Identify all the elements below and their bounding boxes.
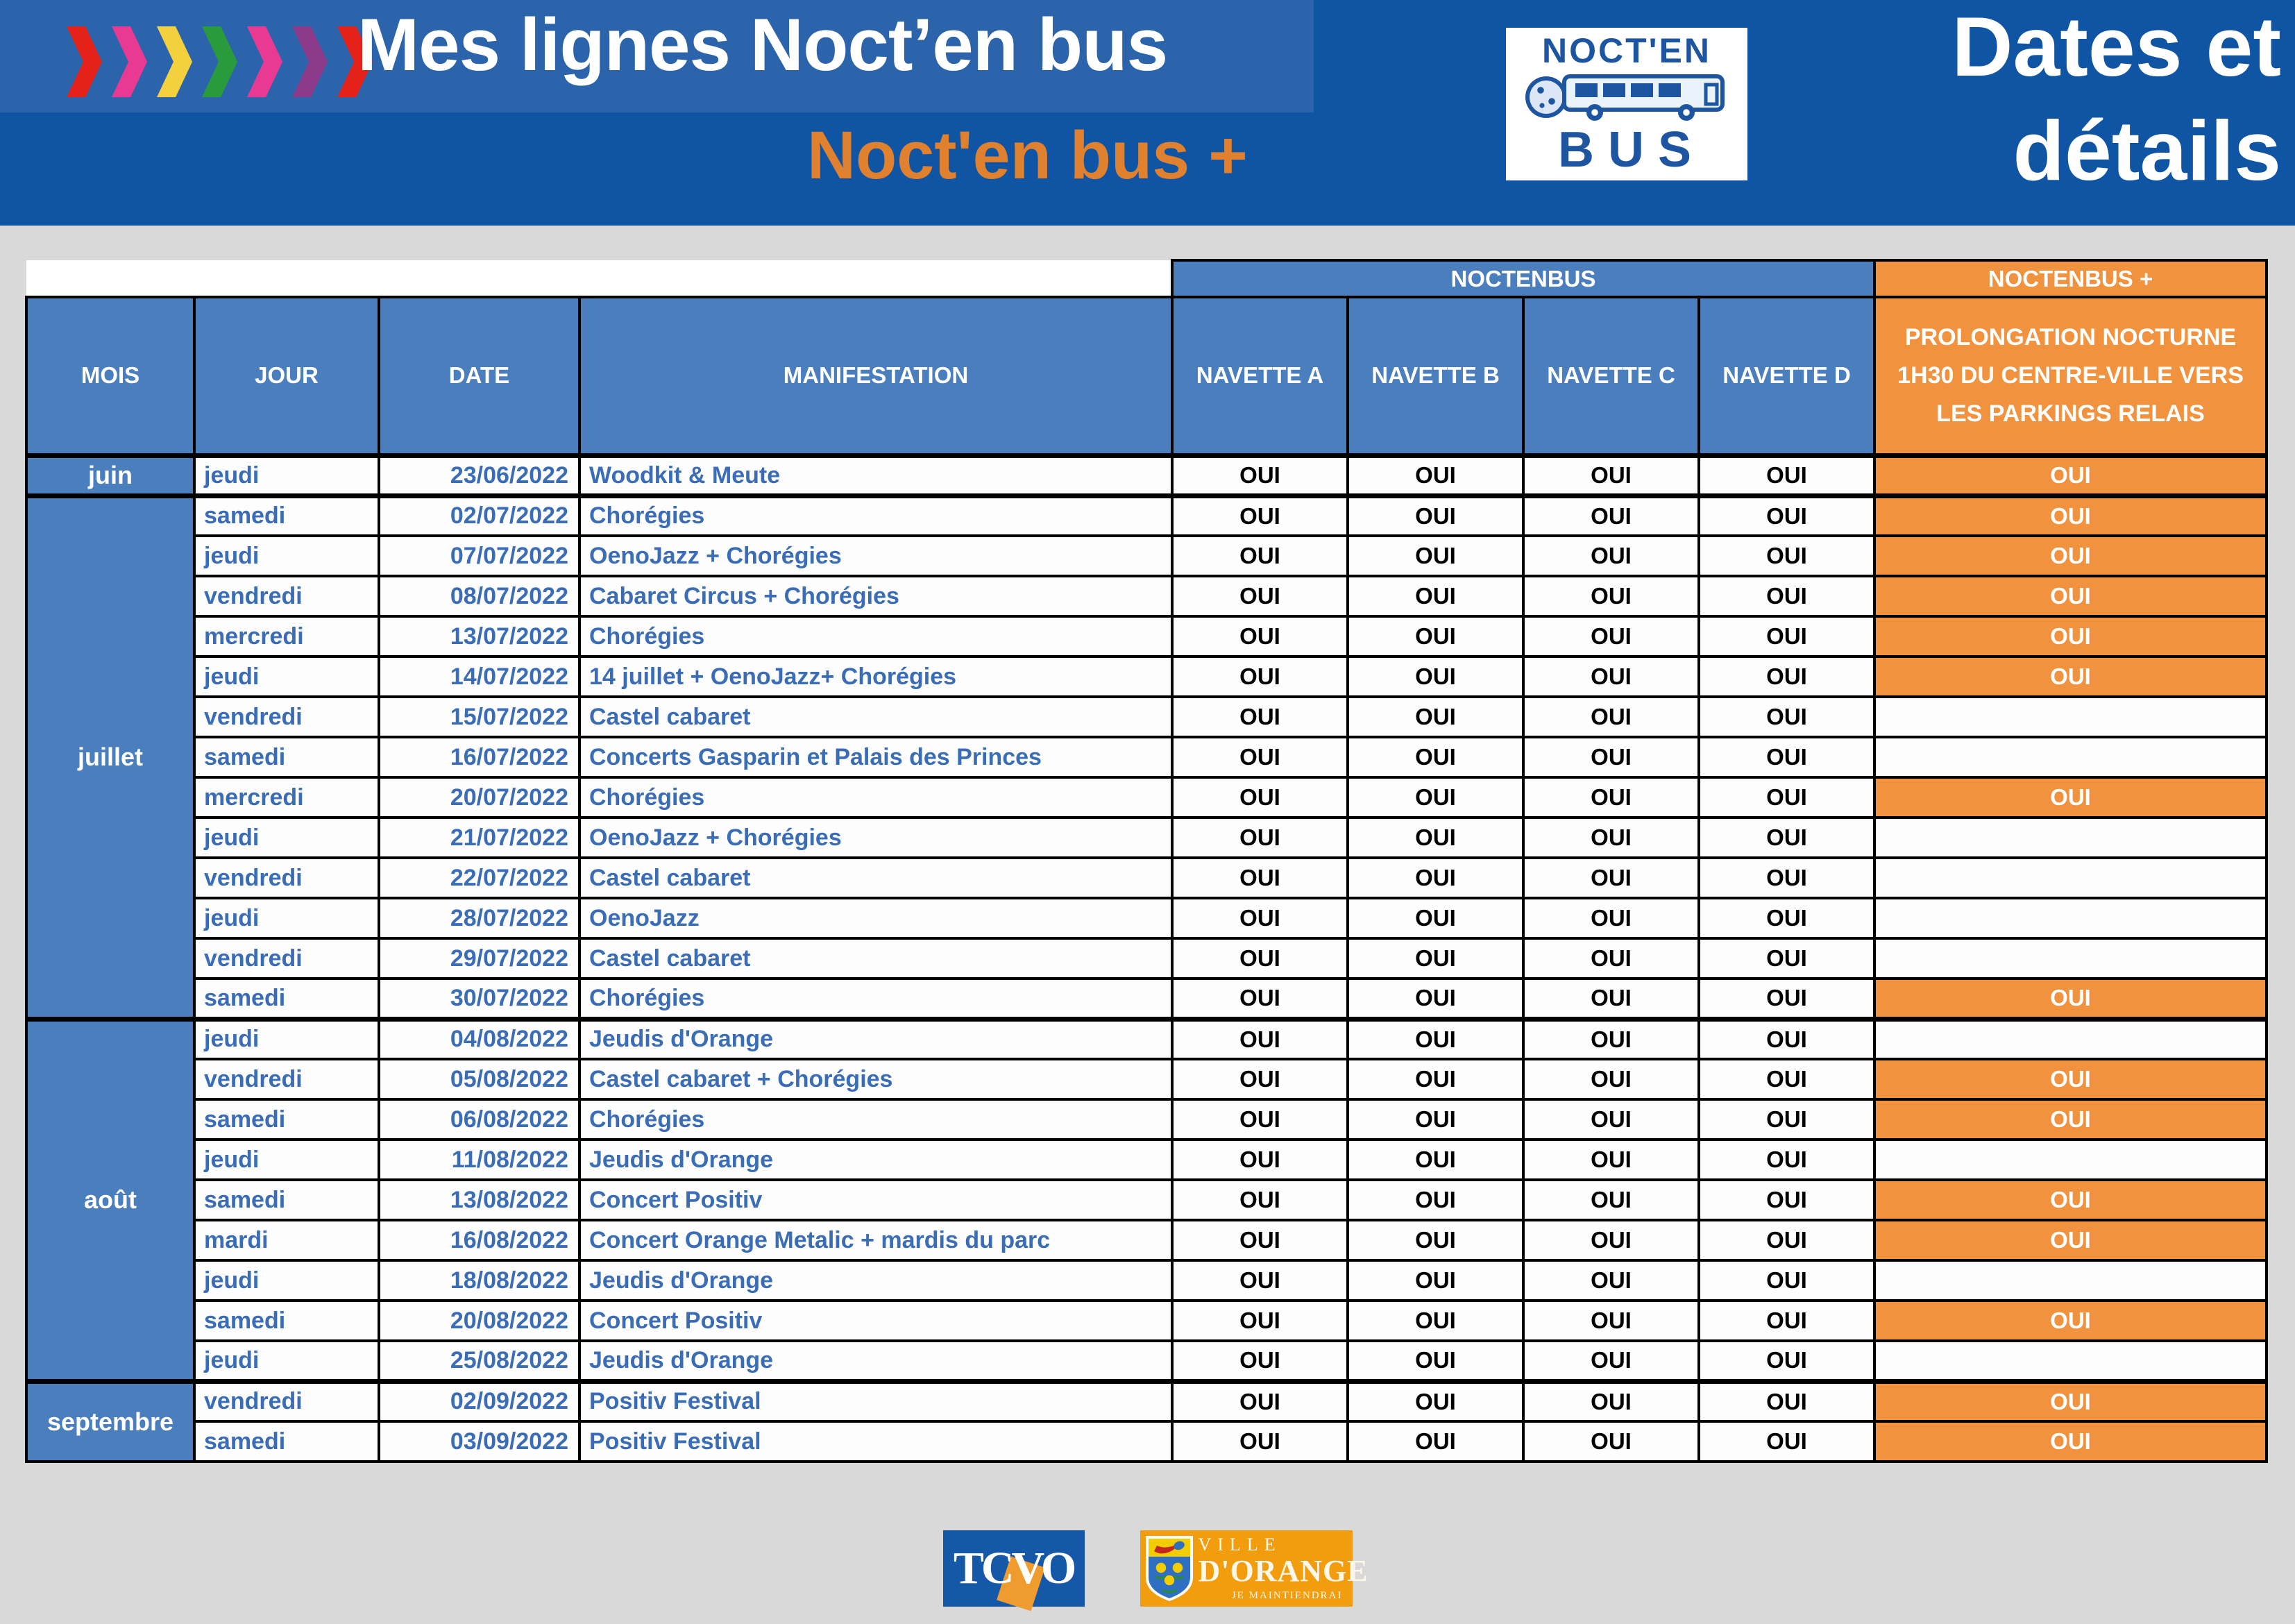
chevron-icon [157,26,192,97]
day-cell: samedi [194,1301,379,1341]
day-cell: jeudi [194,536,379,576]
navette-a-cell: OUI [1172,455,1348,496]
table-row [26,1341,2267,1381]
prolongation-line2: 1H30 DU CENTRE-VILLE VERS [1897,362,2244,389]
day-cell: vendredi [194,1059,379,1099]
navette-c-cell: OUI [1523,898,1699,938]
day-cell: jeudi [194,1019,379,1059]
navette-b-cell: OUI [1348,576,1523,616]
navette-a-cell: OUI [1172,496,1348,536]
ville-orange-logo [1140,1530,1369,1607]
bus-icon [1523,71,1731,124]
navette-d-cell: OUI [1699,1301,1874,1341]
day-cell: vendredi [194,938,379,979]
day-cell: vendredi [194,1381,379,1421]
date-cell: 06/08/2022 [379,1099,579,1140]
navette-d-cell: OUI [1699,1059,1874,1099]
navette-c-cell: OUI [1523,1341,1699,1381]
manifestation-cell: Chorégies [579,777,1172,818]
navette-c-cell: OUI [1523,858,1699,898]
date-cell: 15/07/2022 [379,697,579,737]
banner-title: Mes lignes Noct’en bus [357,3,1168,86]
navette-a-cell: OUI [1172,1301,1348,1341]
date-cell: 14/07/2022 [379,657,579,697]
navette-a-cell: OUI [1172,1059,1348,1099]
navette-b-cell: OUI [1348,455,1523,496]
ville-line2: D'ORANGE [1198,1554,1369,1588]
logo-text-top: NOCT'EN [1542,31,1711,70]
date-cell: 11/08/2022 [379,1140,579,1180]
table-row [26,1421,2267,1462]
navette-d-cell: OUI [1699,898,1874,938]
manifestation-cell: Jeudis d'Orange [579,1019,1172,1059]
manifestation-cell: Concert Positiv [579,1301,1172,1341]
navette-c-cell: OUI [1523,1099,1699,1140]
navette-c-cell: OUI [1523,1059,1699,1099]
column-header-jour: JOUR [194,297,379,455]
table-row [26,858,2267,898]
noctenbus-plus-cell: OUI [1874,1059,2267,1099]
navette-a-cell: OUI [1172,576,1348,616]
table-row [26,1220,2267,1260]
day-cell: jeudi [194,898,379,938]
schedule-table [25,259,2268,1463]
noctenbus-plus-cell: OUI [1874,455,2267,496]
navette-d-cell: OUI [1699,1381,1874,1421]
day-cell: samedi [194,979,379,1019]
manifestation-cell: Chorégies [579,1099,1172,1140]
navette-b-cell: OUI [1348,1341,1523,1381]
navette-a-cell: OUI [1172,818,1348,858]
navette-a-cell: OUI [1172,858,1348,898]
navette-b-cell: OUI [1348,737,1523,777]
navette-a-cell: OUI [1172,1381,1348,1421]
noctenbus-plus-cell [1874,938,2267,979]
noctenbus-plus-cell [1874,697,2267,737]
navette-b-cell: OUI [1348,536,1523,576]
navette-b-cell: OUI [1348,858,1523,898]
navette-c-cell: OUI [1523,777,1699,818]
navette-d-cell: OUI [1699,657,1874,697]
date-cell: 23/06/2022 [379,455,579,496]
navette-a-cell: OUI [1172,938,1348,979]
day-cell: mercredi [194,777,379,818]
noctenbus-group-header: NOCTENBUS [1172,260,1874,297]
navette-b-cell: OUI [1348,616,1523,657]
manifestation-cell: Chorégies [579,616,1172,657]
noctenbus-plus-cell: OUI [1874,1220,2267,1260]
column-header-navette-b: NAVETTE B [1348,297,1523,455]
manifestation-cell: Castel cabaret [579,697,1172,737]
navette-a-cell: OUI [1172,1140,1348,1180]
date-cell: 04/08/2022 [379,1019,579,1059]
manifestation-cell: Concert Positiv [579,1180,1172,1220]
day-cell: jeudi [194,1260,379,1301]
table-row [26,576,2267,616]
date-cell: 02/09/2022 [379,1381,579,1421]
manifestation-cell: Woodkit & Meute [579,455,1172,496]
date-cell: 13/08/2022 [379,1180,579,1220]
page-title-line2: détails [2013,103,2281,198]
navette-a-cell: OUI [1172,979,1348,1019]
navette-b-cell: OUI [1348,1381,1523,1421]
date-cell: 03/09/2022 [379,1421,579,1462]
group-header-row [26,260,2267,297]
ville-orange-text [1198,1534,1369,1601]
noctenbus-plus-cell [1874,1260,2267,1301]
navette-d-cell: OUI [1699,616,1874,657]
table-row [26,1140,2267,1180]
month-cell: juin [26,455,194,496]
table-row [26,938,2267,979]
column-header-manifestation: MANIFESTATION [579,297,1172,455]
table-row [26,1381,2267,1421]
navette-c-cell: OUI [1523,737,1699,777]
navette-d-cell: OUI [1699,938,1874,979]
manifestation-cell: OenoJazz + Chorégies [579,818,1172,858]
navette-d-cell: OUI [1699,1099,1874,1140]
noctenbus-plus-cell [1874,898,2267,938]
ville-line1: VILLE [1198,1534,1282,1555]
day-cell: mardi [194,1220,379,1260]
noctenbus-plus-cell: OUI [1874,1099,2267,1140]
day-cell: samedi [194,1421,379,1462]
page-title-line1: Dates et [1951,0,2281,94]
manifestation-cell: 14 juillet + OenoJazz+ Chorégies [579,657,1172,697]
navette-d-cell: OUI [1699,1220,1874,1260]
tcvo-logo [943,1530,1085,1607]
date-cell: 20/08/2022 [379,1301,579,1341]
day-cell: mercredi [194,616,379,657]
navette-a-cell: OUI [1172,616,1348,657]
table-row [26,1180,2267,1220]
month-cell: août [26,1019,194,1381]
banner-subtitle: Noct'en bus + [807,117,1248,193]
footer [0,1530,2295,1607]
table-row [26,616,2267,657]
table-row [26,1099,2267,1140]
navette-c-cell: OUI [1523,1421,1699,1462]
column-header-prolongation [1874,297,2267,455]
ville-line3: JE MAINTIENDRAI [1231,1590,1343,1601]
day-cell: jeudi [194,1341,379,1381]
navette-d-cell: OUI [1699,1341,1874,1381]
manifestation-cell: Castel cabaret [579,938,1172,979]
noctenbus-plus-cell: OUI [1874,1421,2267,1462]
navette-d-cell: OUI [1699,1180,1874,1220]
table-row [26,979,2267,1019]
navette-d-cell: OUI [1699,818,1874,858]
orange-coat-of-arms-icon [1144,1534,1194,1604]
navette-a-cell: OUI [1172,1260,1348,1301]
manifestation-cell: Concerts Gasparin et Palais des Princes [579,737,1172,777]
date-cell: 16/08/2022 [379,1220,579,1260]
navette-c-cell: OUI [1523,657,1699,697]
navette-c-cell: OUI [1523,576,1699,616]
date-cell: 30/07/2022 [379,979,579,1019]
navette-a-cell: OUI [1172,1421,1348,1462]
noctenbus-plus-cell [1874,818,2267,858]
table-row [26,1260,2267,1301]
table-row [26,657,2267,697]
navette-a-cell: OUI [1172,1220,1348,1260]
noctenbus-plus-cell: OUI [1874,496,2267,536]
noctenbus-plus-group-header: NOCTENBUS + [1874,260,2267,297]
noctenbus-plus-cell: OUI [1874,576,2267,616]
navette-b-cell: OUI [1348,697,1523,737]
navette-b-cell: OUI [1348,1260,1523,1301]
noctenbus-plus-cell [1874,858,2267,898]
date-cell: 21/07/2022 [379,818,579,858]
noctenbus-plus-cell: OUI [1874,616,2267,657]
navette-c-cell: OUI [1523,1019,1699,1059]
day-cell: samedi [194,1099,379,1140]
navette-b-cell: OUI [1348,818,1523,858]
noctenbus-plus-cell [1874,1019,2267,1059]
day-cell: jeudi [194,657,379,697]
date-cell: 25/08/2022 [379,1341,579,1381]
noctenbus-plus-cell: OUI [1874,1381,2267,1421]
navette-a-cell: OUI [1172,1180,1348,1220]
navette-d-cell: OUI [1699,697,1874,737]
navette-c-cell: OUI [1523,818,1699,858]
date-cell: 13/07/2022 [379,616,579,657]
date-cell: 07/07/2022 [379,536,579,576]
corner-blank-cell [26,260,1172,297]
chevron-icon [67,26,102,97]
chevron-icon [247,26,282,97]
month-cell: septembre [26,1381,194,1462]
logo-text-bottom: BUS [1557,122,1705,178]
table-row [26,536,2267,576]
manifestation-cell: Castel cabaret + Chorégies [579,1059,1172,1099]
navette-a-cell: OUI [1172,536,1348,576]
navette-b-cell: OUI [1348,898,1523,938]
day-cell: vendredi [194,576,379,616]
navette-c-cell: OUI [1523,455,1699,496]
navette-d-cell: OUI [1699,455,1874,496]
navette-c-cell: OUI [1523,616,1699,657]
navette-b-cell: OUI [1348,777,1523,818]
date-cell: 08/07/2022 [379,576,579,616]
manifestation-cell: Positiv Festival [579,1381,1172,1421]
navette-b-cell: OUI [1348,1099,1523,1140]
chevron-icon [292,26,328,97]
chevron-icon [202,26,237,97]
table-row [26,1059,2267,1099]
navette-b-cell: OUI [1348,979,1523,1019]
column-header-mois: MOIS [26,297,194,455]
month-cell: juillet [26,496,194,1019]
manifestation-cell: Jeudis d'Orange [579,1140,1172,1180]
noctenbus-logo [1506,28,1747,180]
navette-d-cell: OUI [1699,737,1874,777]
navette-b-cell: OUI [1348,1220,1523,1260]
table-row [26,455,2267,496]
noctenbus-plus-cell: OUI [1874,657,2267,697]
navette-c-cell: OUI [1523,1381,1699,1421]
table-row [26,496,2267,536]
noctenbus-plus-cell: OUI [1874,777,2267,818]
date-cell: 16/07/2022 [379,737,579,777]
manifestation-cell: Cabaret Circus + Chorégies [579,576,1172,616]
prolongation-line3: LES PARKINGS RELAIS [1936,400,2205,427]
date-cell: 20/07/2022 [379,777,579,818]
column-header-row [26,297,2267,455]
manifestation-cell: Jeudis d'Orange [579,1260,1172,1301]
date-cell: 22/07/2022 [379,858,579,898]
navette-c-cell: OUI [1523,536,1699,576]
page-title [1951,0,2281,203]
date-cell: 18/08/2022 [379,1260,579,1301]
navette-d-cell: OUI [1699,1421,1874,1462]
manifestation-cell: Positiv Festival [579,1421,1172,1462]
navette-b-cell: OUI [1348,496,1523,536]
prolongation-line1: PROLONGATION NOCTURNE [1904,323,2237,350]
noctenbus-plus-cell: OUI [1874,536,2267,576]
navette-c-cell: OUI [1523,1301,1699,1341]
navette-a-cell: OUI [1172,777,1348,818]
table-row [26,737,2267,777]
column-header-navette-d: NAVETTE D [1699,297,1874,455]
navette-d-cell: OUI [1699,858,1874,898]
navette-d-cell: OUI [1699,777,1874,818]
day-cell: samedi [194,496,379,536]
navette-d-cell: OUI [1699,979,1874,1019]
manifestation-cell: OenoJazz + Chorégies [579,536,1172,576]
column-header-date: DATE [379,297,579,455]
manifestation-cell: Concert Orange Metalic + mardis du parc [579,1220,1172,1260]
column-header-navette-c: NAVETTE C [1523,297,1699,455]
table-row [26,697,2267,737]
date-cell: 05/08/2022 [379,1059,579,1099]
manifestation-cell: OenoJazz [579,898,1172,938]
day-cell: samedi [194,737,379,777]
navette-b-cell: OUI [1348,1059,1523,1099]
header-banner [0,0,2295,226]
table-row [26,1019,2267,1059]
date-cell: 29/07/2022 [379,938,579,979]
navette-a-cell: OUI [1172,898,1348,938]
navette-b-cell: OUI [1348,1140,1523,1180]
navette-d-cell: OUI [1699,1260,1874,1301]
navette-c-cell: OUI [1523,979,1699,1019]
navette-d-cell: OUI [1699,496,1874,536]
navette-d-cell: OUI [1699,1019,1874,1059]
navette-a-cell: OUI [1172,1099,1348,1140]
manifestation-cell: Chorégies [579,496,1172,536]
navette-b-cell: OUI [1348,657,1523,697]
day-cell: jeudi [194,818,379,858]
navette-c-cell: OUI [1523,1180,1699,1220]
table-row [26,777,2267,818]
chevron-icon [112,26,147,97]
chevrons [67,26,373,97]
navette-b-cell: OUI [1348,1301,1523,1341]
navette-b-cell: OUI [1348,1180,1523,1220]
noctenbus-plus-cell: OUI [1874,1301,2267,1341]
noctenbus-plus-cell: OUI [1874,979,2267,1019]
schedule-body [26,455,2267,1462]
navette-a-cell: OUI [1172,1341,1348,1381]
table-row [26,818,2267,858]
navette-c-cell: OUI [1523,938,1699,979]
noctenbus-plus-cell [1874,737,2267,777]
manifestation-cell: Jeudis d'Orange [579,1341,1172,1381]
day-cell: vendredi [194,697,379,737]
manifestation-cell: Chorégies [579,979,1172,1019]
navette-c-cell: OUI [1523,1140,1699,1180]
navette-a-cell: OUI [1172,657,1348,697]
navette-c-cell: OUI [1523,1220,1699,1260]
navette-a-cell: OUI [1172,697,1348,737]
navette-d-cell: OUI [1699,536,1874,576]
navette-d-cell: OUI [1699,576,1874,616]
day-cell: jeudi [194,455,379,496]
noctenbus-plus-cell [1874,1140,2267,1180]
noctenbus-plus-cell: OUI [1874,1180,2267,1220]
manifestation-cell: Castel cabaret [579,858,1172,898]
noctenbus-plus-cell [1874,1341,2267,1381]
table-row [26,898,2267,938]
day-cell: jeudi [194,1140,379,1180]
navette-d-cell: OUI [1699,1140,1874,1180]
day-cell: samedi [194,1180,379,1220]
navette-a-cell: OUI [1172,1019,1348,1059]
navette-b-cell: OUI [1348,1421,1523,1462]
navette-a-cell: OUI [1172,737,1348,777]
date-cell: 02/07/2022 [379,496,579,536]
day-cell: vendredi [194,858,379,898]
column-header-navette-a: NAVETTE A [1172,297,1348,455]
navette-c-cell: OUI [1523,496,1699,536]
navette-c-cell: OUI [1523,1260,1699,1301]
tcvo-label: TCVO [953,1543,1074,1593]
table-row [26,1301,2267,1341]
navette-b-cell: OUI [1348,1019,1523,1059]
navette-b-cell: OUI [1348,938,1523,979]
navette-c-cell: OUI [1523,697,1699,737]
date-cell: 28/07/2022 [379,898,579,938]
